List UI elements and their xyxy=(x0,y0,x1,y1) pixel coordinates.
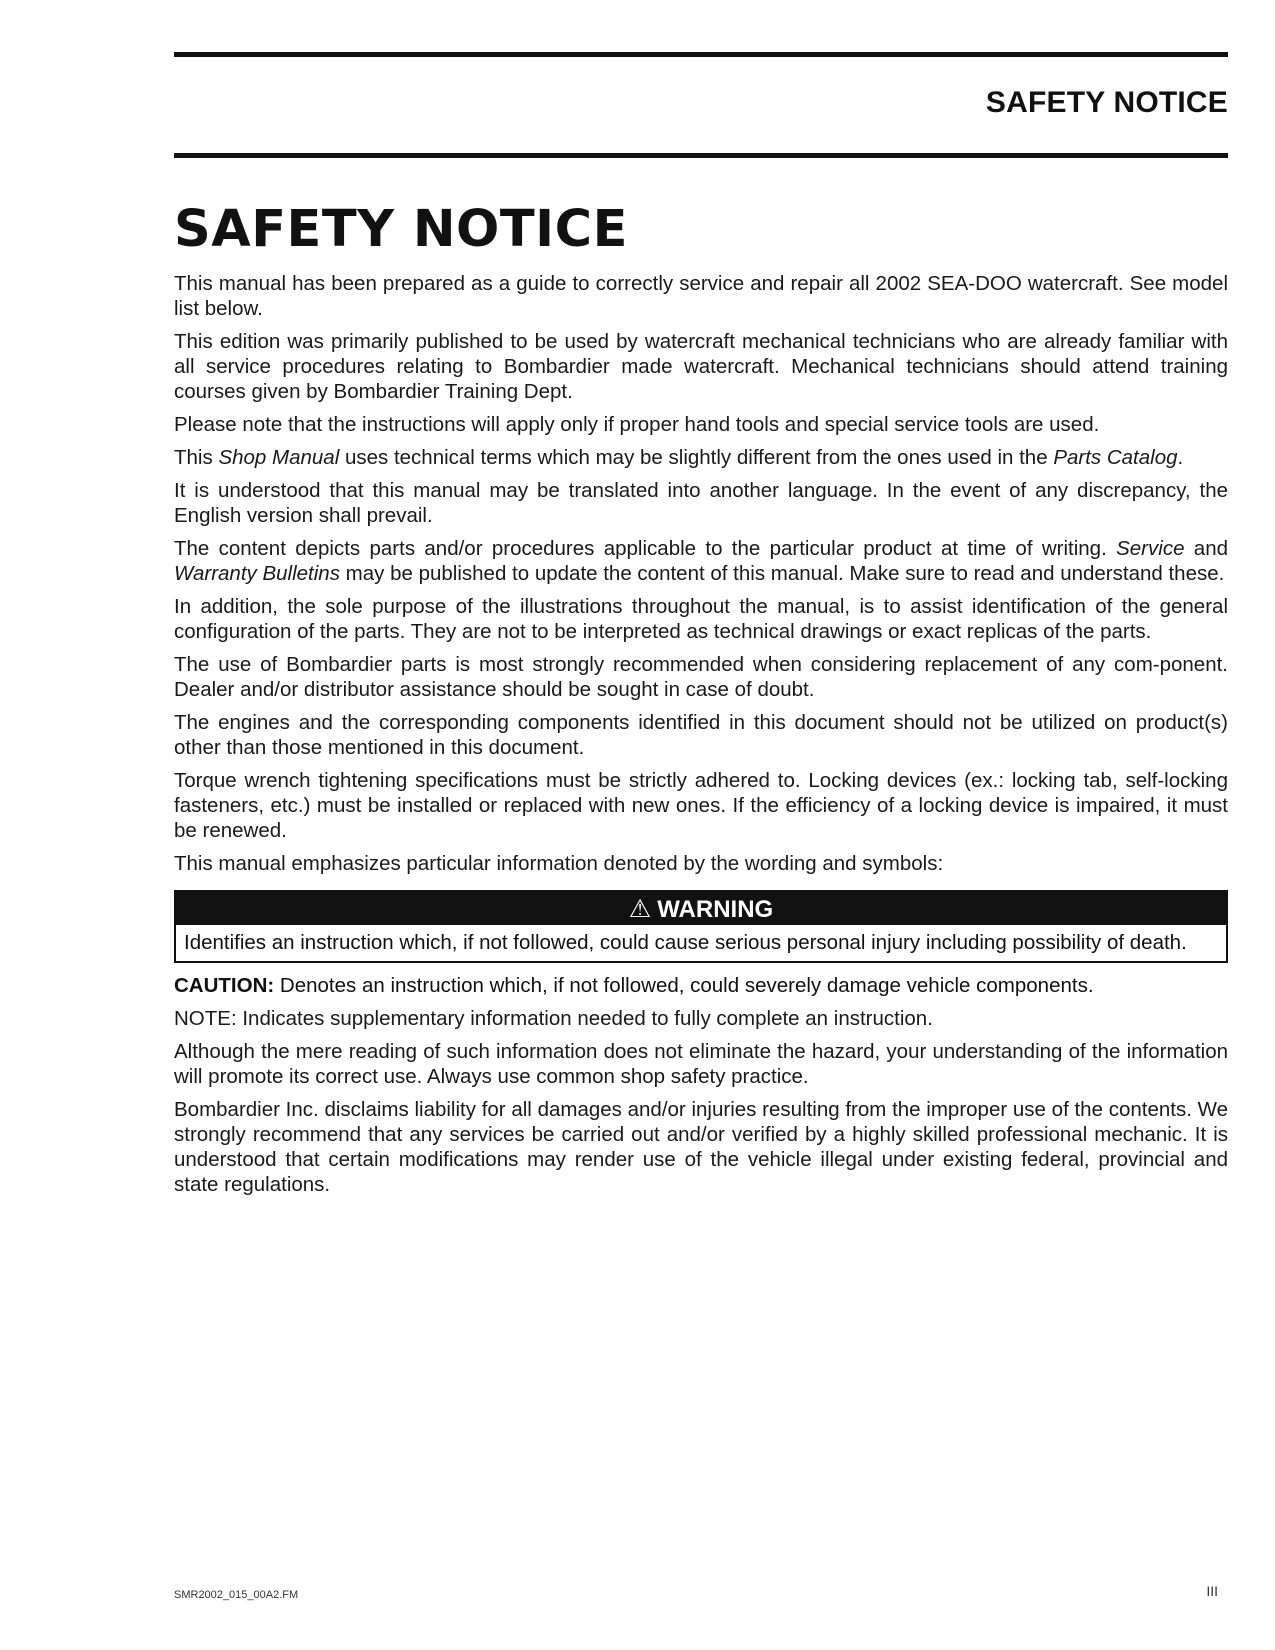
service-title: Service xyxy=(1116,537,1185,560)
page-title: SAFETY NOTICE xyxy=(174,200,628,259)
footer-file-id: SMR2002_015_00A2.FM xyxy=(174,1589,299,1601)
caution-paragraph xyxy=(174,973,1228,998)
caution-text: Denotes an instruction which, if not followed, could severely damage vehicle components. xyxy=(274,974,1094,997)
text-run: uses technical terms which may be slightly different from the ones used in the xyxy=(339,446,1054,469)
warning-triangle-icon: ⚠ xyxy=(628,894,652,923)
paragraph-parts: The use of Bombardier parts is most strongly recommended when considering replacement of any com-ponent. Dealer and/or distributor assistance should be sought in case of doubt. xyxy=(174,653,1228,701)
shop-manual-title: Shop Manual xyxy=(218,446,340,469)
body-text xyxy=(174,271,1228,1205)
paragraph-torque: Torque wrench tightening specifications must be strictly adhered to. Locking devices (ex.: locking tab, self-locking fasteners, etc.) must be installed or replaced with new ones. If the efficiency of a locking device is impaired, it must be renewed. xyxy=(174,769,1228,842)
caution-label: CAUTION: xyxy=(174,974,275,997)
paragraph-liability: Bombardier Inc. disclaims liability for all damages and/or injuries resulting from the improper use of the contents. We strongly recommend that any services be carried out and/or verified by a highly skilled professional mechanic. It is understood that certain modifications may render use of the vehicle illegal under existing federal, provincial and state regulations. xyxy=(174,1098,1228,1196)
footer-page-number: III xyxy=(1206,1583,1218,1599)
header-bottom-rule xyxy=(174,153,1228,158)
paragraph-illustrations: In addition, the sole purpose of the illustrations throughout the manual, is to assist identification of the general configuration of the parts. They are not to be interpreted as technical drawings or exact replicas of the parts. xyxy=(174,595,1228,643)
parts-catalog-title: Parts Catalog xyxy=(1053,446,1178,469)
text-run: may be published to update the content of this manual. Make sure to read and understand these. xyxy=(339,562,1225,585)
text-run: . xyxy=(1177,446,1184,469)
text-run: The content depicts parts and/or procedures applicable to the particular product at time of writing. xyxy=(174,537,1117,560)
warning-box xyxy=(174,890,1228,963)
paragraph-terms xyxy=(174,445,1228,470)
warning-label: WARNING xyxy=(657,896,774,923)
text-run: and xyxy=(1184,537,1228,560)
header-top-rule xyxy=(174,52,1228,57)
note-label: NOTE: xyxy=(174,1007,237,1030)
paragraph-tools: Please note that the instructions will apply only if proper hand tools and special service tools are used. xyxy=(174,413,1100,436)
paragraph-translation: It is understood that this manual may be translated into another language. In the event of any discrepancy, the English version shall prevail. xyxy=(174,479,1228,527)
paragraph-bulletins xyxy=(174,536,1228,586)
note-paragraph xyxy=(174,1006,1228,1031)
note-text: Indicates supplementary information needed to fully complete an instruction. xyxy=(236,1007,933,1030)
paragraph-hazard: Although the mere reading of such information does not eliminate the hazard, your understanding of the information will promote its correct use. Always use common shop safety practice. xyxy=(174,1040,1228,1088)
warning-text: Identifies an instruction which, if not followed, could cause serious personal injury including possibility of death. xyxy=(184,931,1187,954)
warning-header xyxy=(176,892,1226,925)
paragraph-audience: This edition was primarily published to be used by watercraft mechanical technicians who are already familiar with all service procedures relating to Bombardier made watercraft. Mechanical technicians should attend training courses given by Bombardier Training Dept. xyxy=(174,330,1228,403)
paragraph-engines: The engines and the corresponding components identified in this document should not be utilized on product(s) other than those mentioned in this document. xyxy=(174,711,1228,759)
paragraph-symbols-intro: This manual emphasizes particular information denoted by the wording and symbols: xyxy=(174,852,944,875)
text-run: This xyxy=(174,446,219,469)
paragraph-intro: This manual has been prepared as a guide to correctly service and repair all 2002 SEA-DOO watercraft. See model list below. xyxy=(174,272,1228,320)
warranty-bulletins-title: Warranty Bulletins xyxy=(174,562,340,585)
running-header-title: SAFETY NOTICE xyxy=(985,86,1228,119)
